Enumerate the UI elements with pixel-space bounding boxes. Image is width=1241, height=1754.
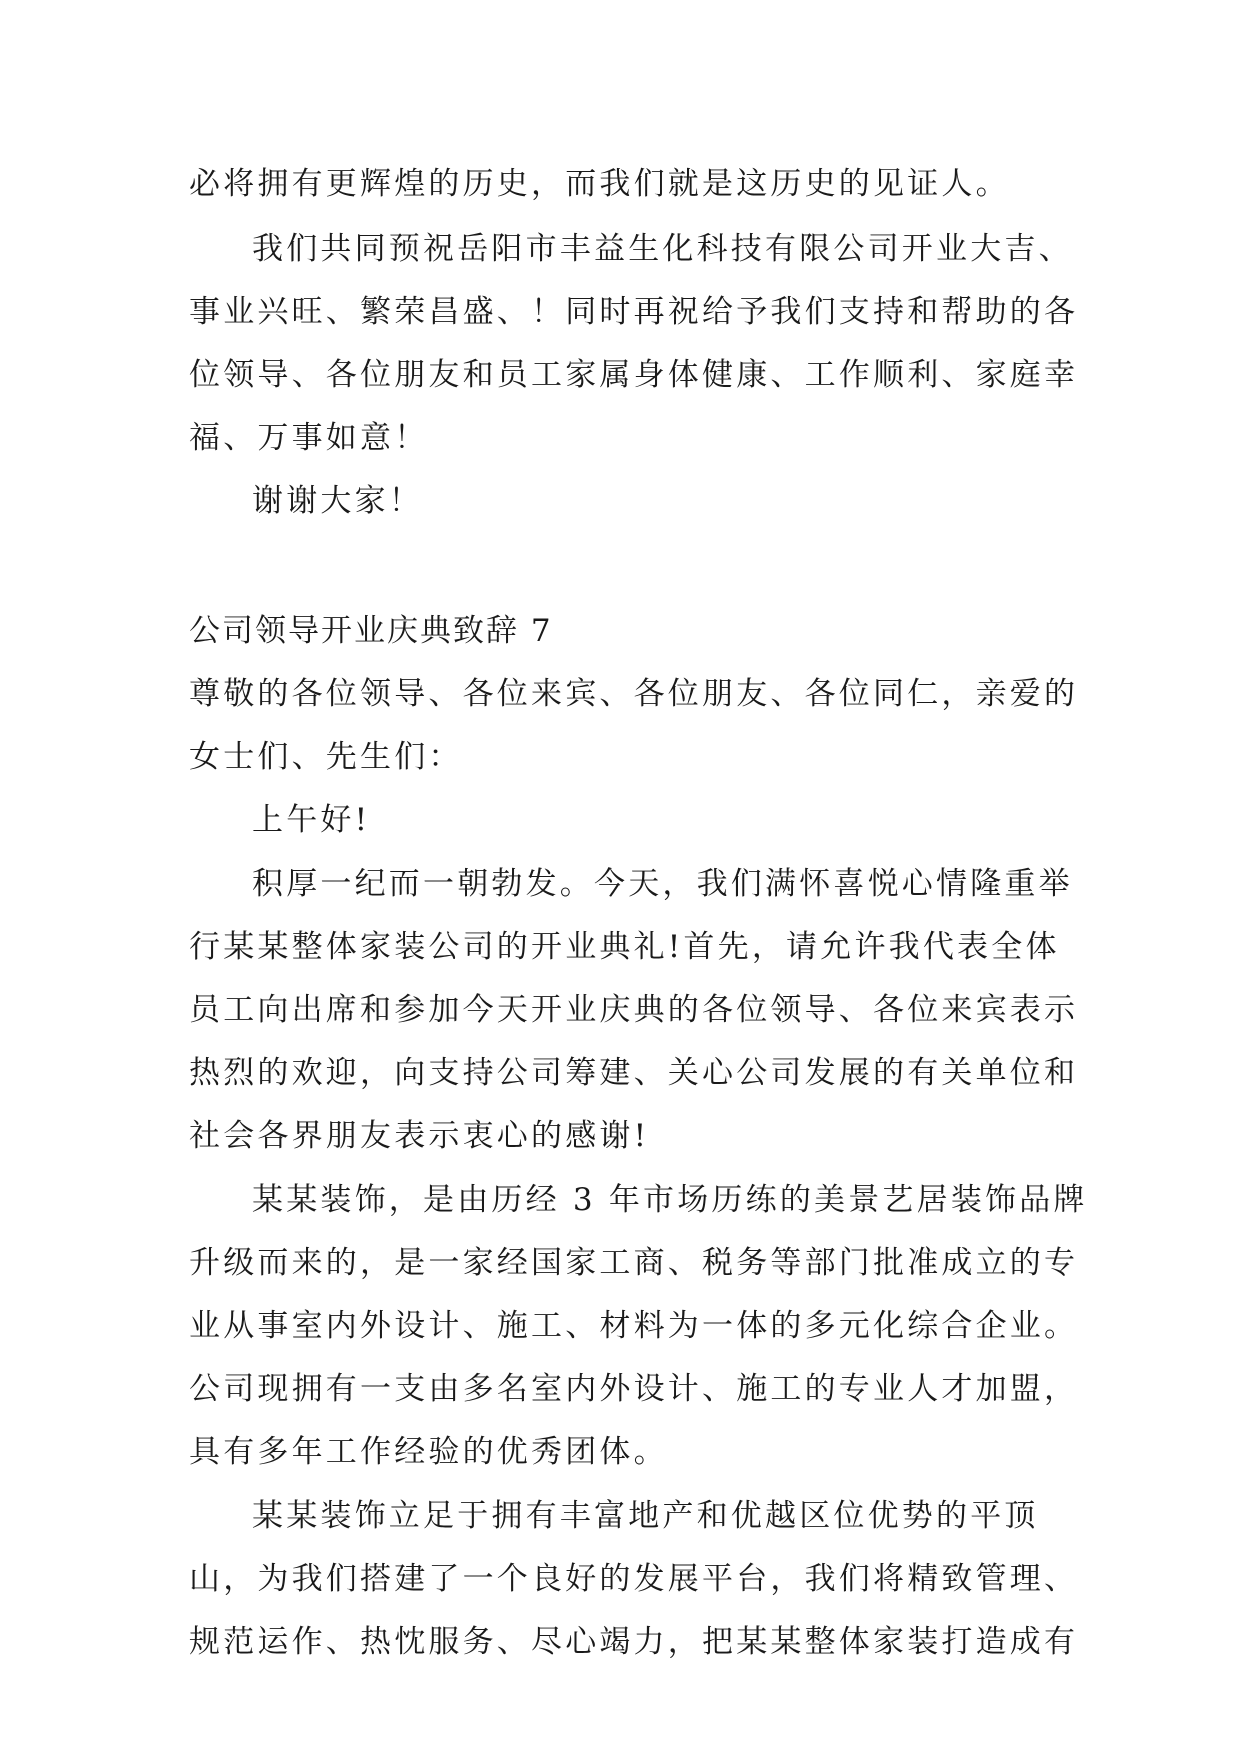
paragraph-line: 福、万事如意！ <box>189 420 429 456</box>
paragraph-line: 规范运作、热忱服务、尽心竭力，把某某整体家装打造成有 <box>189 1624 1079 1660</box>
paragraph-line: 尊敬的各位领导、各位来宾、各位朋友、各位同仁，亲爱的 <box>189 676 1079 712</box>
paragraph-line: 业从事室内外设计、施工、材料为一体的多元化综合企业。 <box>189 1308 1079 1344</box>
paragraph-line: 女士们、先生们： <box>189 739 463 775</box>
paragraph-line: 谢谢大家！ <box>252 483 423 519</box>
paragraph-line: 我们共同预祝岳阳市丰益生化科技有限公司开业大吉、 <box>252 231 1073 267</box>
paragraph-line: 行某某整体家装公司的开业典礼!首先，请允许我代表全体 <box>189 929 1060 965</box>
paragraph-line: 山，为我们搭建了一个良好的发展平台，我们将精致管理、 <box>189 1561 1079 1597</box>
paragraph-line: 公司现拥有一支由多名室内外设计、施工的专业人才加盟， <box>189 1371 1079 1407</box>
paragraph-line: 上午好! <box>252 802 371 838</box>
paragraph-line: 热烈的欢迎，向支持公司筹建、关心公司发展的有关单位和 <box>189 1055 1079 1091</box>
paragraph-line: 社会各界朋友表示衷心的感谢! <box>189 1118 650 1154</box>
paragraph-line: 位领导、各位朋友和员工家属身体健康、工作顺利、家庭幸 <box>189 357 1079 393</box>
paragraph-line: 某某装饰立足于拥有丰富地产和优越区位优势的平顶 <box>252 1498 1039 1534</box>
paragraph-line: 积厚一纪而一朝勃发。今天，我们满怀喜悦心情隆重举 <box>252 866 1073 902</box>
paragraph-line: 升级而来的，是一家经国家工商、税务等部门批准成立的专 <box>189 1245 1079 1281</box>
paragraph-line: 员工向出席和参加今天开业庆典的各位领导、各位来宾表示 <box>189 992 1079 1028</box>
paragraph-line: 某某装饰，是由历经 3 年市场历练的美景艺居装饰品牌 <box>252 1182 1088 1218</box>
paragraph-line: 必将拥有更辉煌的历史，而我们就是这历史的见证人。 <box>189 166 1010 202</box>
paragraph-line: 事业兴旺、繁荣昌盛、！同时再祝给予我们支持和帮助的各 <box>189 294 1079 330</box>
paragraph-line: 具有多年工作经验的优秀团体。 <box>189 1434 668 1470</box>
section-title: 公司领导开业庆典致辞 7 <box>189 613 553 649</box>
